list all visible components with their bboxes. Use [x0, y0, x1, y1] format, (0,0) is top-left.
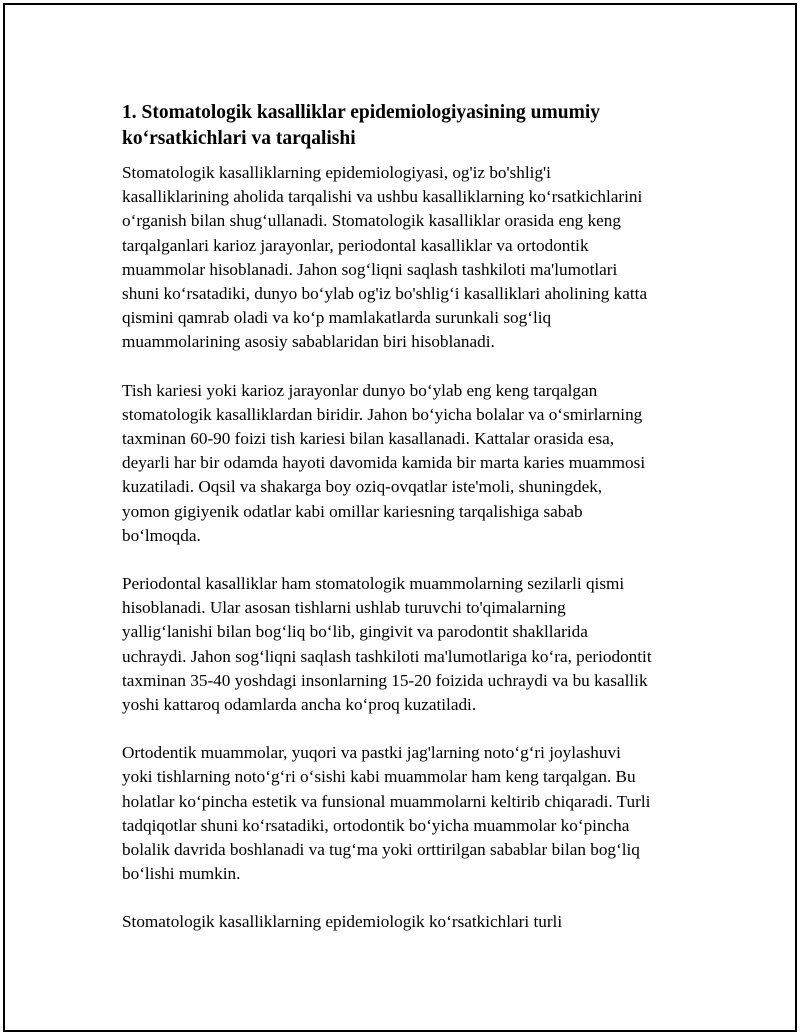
paragraph-line: Periodontal kasalliklar ham stomatologik muammolarning sezilarli qismi — [122, 574, 625, 594]
paragraph-line: deyarli har bir odamda hayoti davomida kamida bir marta karies muammosi — [122, 453, 646, 473]
heading-line: ko‘rsatkichlari va tarqalishi — [122, 128, 356, 149]
paragraph-line: kasalliklarining aholida tarqalishi va ushbu kasalliklarning ko‘rsatkichlarini — [122, 187, 643, 207]
paragraph-line: Ortodentik muammolar, yuqori va pastki jag'larning noto‘g‘ri joylashuvi — [122, 743, 621, 763]
paragraph-line: muammolar hisoblanadi. Jahon sog‘liqni saqlash tashkiloti ma'lumotlari — [122, 259, 618, 279]
paragraph-line: bo‘lishi mumkin. — [122, 864, 241, 884]
paragraph-line: uchraydi. Jahon sog‘liqni saqlash tashkiloti ma'lumotlariga ko‘ra, periodontit — [122, 646, 652, 666]
paragraph-line: o‘rganish bilan shug‘ullanadi. Stomatologik kasalliklar orasida eng keng — [122, 211, 621, 231]
paragraph-line: yoshi kattaroq odamlarda ancha ko‘proq kuzatiladi. — [122, 695, 477, 715]
paragraph-line: bolalik davrida boshlanadi va tug‘ma yoki orttirilgan sabablar bilan bog‘liq — [122, 840, 640, 860]
document-body — [122, 100, 702, 959]
paragraph-line: stomatologik kasalliklardan biridir. Jahon bo‘yicha bolalar va o‘smirlarning — [122, 404, 643, 424]
paragraph-line: yoki tishlarning noto‘g‘ri o‘sishi kabi muammolar ham keng tarqalgan. Bu — [122, 767, 636, 787]
paragraph-line: shuni ko‘rsatadiki, dunyo bo‘ylab og'iz bo'shlig‘i kasalliklari aholining katta — [122, 284, 648, 304]
paragraph-line: holatlar ko‘pincha estetik va funsional muammolarni keltirib chiqaradi. Turli — [122, 791, 651, 811]
paragraph-line: qismini qamrab oladi va ko‘p mamlakatlarda surunkali sog‘liq — [122, 308, 552, 328]
paragraph-line: yallig‘lanishi bilan bog‘liq bo‘lib, gingivit va parodontit shakllarida — [122, 622, 588, 642]
paragraph-2 — [122, 379, 702, 548]
paragraph-line: tadqiqotlar shuni ko‘rsatadiki, ortodontik bo‘yicha muammolar ko‘pincha — [122, 815, 630, 835]
paragraph-3 — [122, 572, 702, 717]
paragraph-line: muammolarining asosiy sabablaridan biri hisoblanadi. — [122, 332, 495, 352]
paragraph-line: hisoblanadi. Ular asosan tishlarni ushlab turuvchi to'qimalarning — [122, 598, 566, 618]
paragraph-4 — [122, 741, 702, 886]
paragraph-line: taxminan 35-40 yoshdagi insonlarning 15-20 foizida uchraydi va bu kasallik — [122, 670, 648, 690]
paragraph-line: yomon gigiyenik odatlar kabi omillar kariesning tarqalishiga sabab — [122, 501, 583, 521]
paragraph-line: taxminan 60-90 foizi tish kariesi bilan kasallanadi. Kattalar orasida esa, — [122, 429, 615, 449]
paragraph-line: kuzatiladi. Oqsil va shakarga boy oziq-ovqatlar iste'moli, shuningdek, — [122, 477, 603, 497]
paragraph-line: Tish kariesi yoki karioz jarayonlar dunyo bo‘ylab eng keng tarqalgan — [122, 380, 598, 400]
heading-line: 1. Stomatologik kasalliklar epidemiologiyasining umumiy — [122, 102, 601, 123]
paragraph-line: bo‘lmoqda. — [122, 525, 201, 545]
paragraph-line: Stomatologik kasalliklarning epidemiologiyasi, og'iz bo'shlig'i — [122, 163, 551, 182]
paragraph-line: Stomatologik kasalliklarning epidemiologik ko‘rsatkichlari turli — [122, 912, 563, 932]
page-frame — [3, 3, 797, 1032]
paragraph-5 — [122, 910, 702, 934]
paragraph-line: tarqalganlari karioz jarayonlar, periodontal kasalliklar va ortodontik — [122, 235, 589, 255]
section-heading — [122, 100, 702, 152]
paragraph-1 — [122, 161, 702, 355]
